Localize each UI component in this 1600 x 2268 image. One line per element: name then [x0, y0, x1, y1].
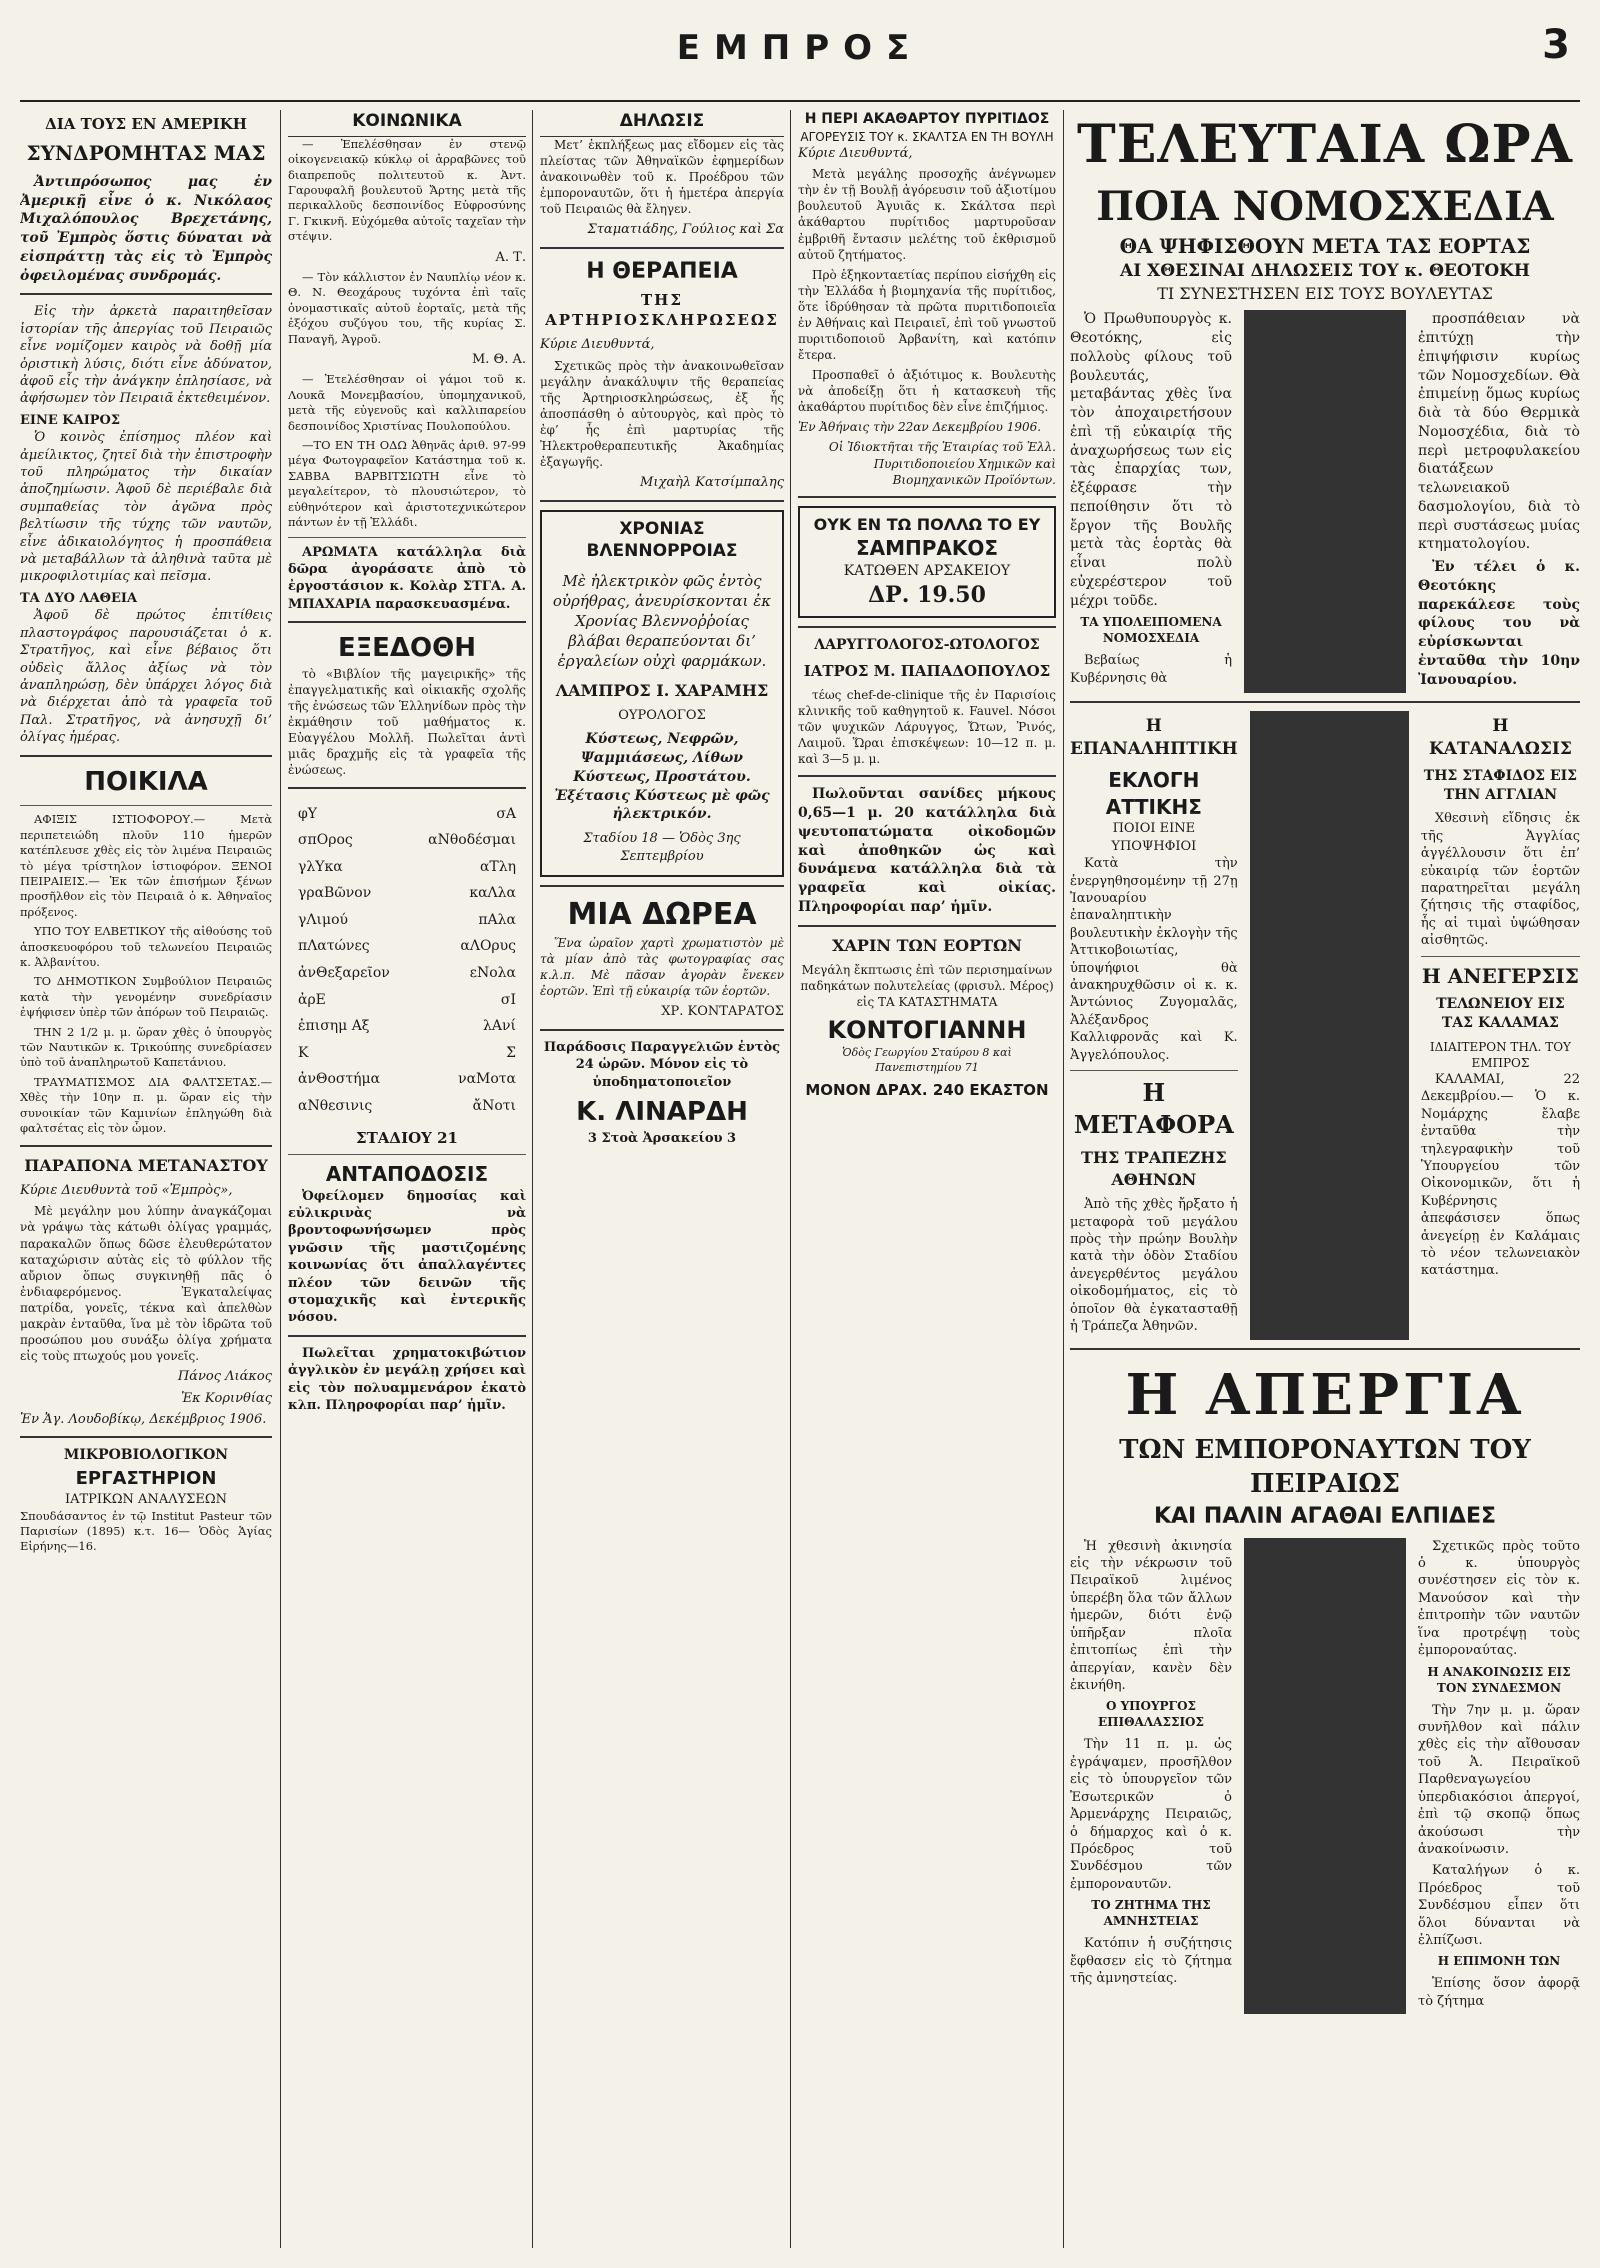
section-heading: ΠΟΙΚΙΛΑ	[84, 766, 208, 797]
article-subheadline: ΤΗΣ ΣΤΑΦΙΔΟΣ ΕΙΣ ΤΗΝ ΑΓΓΛΙΑΝ	[1423, 767, 1578, 803]
divider	[20, 805, 272, 806]
column-2	[288, 110, 526, 2248]
ad-heading: ΒΛΕΝΝΟΡΡΟΙΑΣ	[586, 541, 738, 562]
masthead	[20, 10, 1580, 102]
ad-text: Μεγάλη ἔκπτωσις ἐπὶ τῶν περισημαίνων παδηκάτων πολυτελείας (φρισυλ. Μέρος) εἰς ΤΑ ΚΑΤΑΣΤΗΜΑΤΑ	[800, 963, 1054, 1010]
article-text: Τὴν 11 π. μ. ὡς ἐγράψαμεν, προσῆλθον εἰς τὸ ὑπουργεῖον τῶν Ἐσωτερικῶν ὁ Ἀρμενάρχης Πειραιῶς, ὁ δήμαρχος καὶ ὁ κ. Πρόεδρος τοῦ Συνδέσμου τῶν ἐμποροναυτῶν.	[1070, 1737, 1232, 1892]
section-heading: ΕΞΕΔΟΘΗ	[337, 633, 477, 664]
acrostic-left-word: ἀρΕ	[298, 991, 326, 1008]
doctor-ad	[540, 510, 784, 877]
acrostic-right-word: ἄΝοτι	[472, 1098, 516, 1115]
acrostic-right-word: Σ	[506, 1044, 516, 1061]
divider	[288, 621, 526, 623]
lead-text: Ὁ Πρωθυπουργὸς κ. Θεοτόκης, εἰς πολλοὺς φίλους τοῦ βουλευτάς, μεταβάντας χθὲς ἵνα τὸν ἀποχαιρετήσουν ἐπὶ τῇ εὐκαιρίᾳ τῆς ἀναχωρήσεως των εἰς τὰς ἐπαρχίας των, ἐξέφρασε τὴν πεποίθησιν ὅτι τὸ ἔργον τῆς Βουλῆς μετὰ τὰς ἑορτὰς θὰ εἶναι πολὺ εὐχερέστερον τοῦ μέχρι τοῦδε.	[1070, 311, 1232, 609]
ad-heading: ΕΡΓΑΣΤΗΡΙΟΝ	[75, 1468, 217, 1490]
side-heading: ΕΙΝΕ ΚΑΙΡΟΣ	[20, 412, 121, 428]
article-text: Ἡ χθεσινὴ ἀκινησία εἰς τὴν νέκρωσιν τοῦ Πειραϊκοῦ λιμένος ὑπερέβη ὅλα τῶν ἄλλων ἡμερῶν, διότι ἐνῷ ὑπῆρξαν πλοῖα ἐπιτοπίως ἐπὶ τὴν ἀπεργίαν, κανὲν δὲν ἐκινήθη.	[1070, 1538, 1232, 1693]
statement-signature: Σταματιάδης, Γούλιος καὶ Σα	[587, 222, 784, 238]
ad-heading: Κ. ΛΙΝΑΡΔΗ	[576, 1097, 748, 1128]
acrostic-line	[298, 1013, 516, 1040]
ad-price: ΔΡ. 19.50	[868, 581, 986, 608]
article-text: ΚΑΛΑΜΑΙ, 22 Δεκεμβρίου.— Ὁ κ. Νομάρχης ἔλαβε ἐνταῦθα τὴν τηλεγραφικὴν τοῦ Ὑπουργείου τῶν Οἰκονομικῶν, ὅτι ἡ Κυβέρνησις ἀπεφάσισεν ὅπως ἀνεγείρῃ ἐν Καλάμαις τὸ νέον τελωνειακὸν κατάστημα.	[1420, 1072, 1580, 1279]
news-item: ΤΗΝ 2 1/2 μ. μ. ὥραν χθὲς ὁ ὑπουργὸς τῶν Ναυτικῶν κ. Τρικούπης συνεδρίασεν ὑπὸ τοῦ ἀναπληρωτοῦ Καπετάνιου.	[20, 1024, 272, 1070]
ad-signature: ΧΡ. ΚΟΝΤΑΡΑΤΟΣ	[661, 1004, 784, 1020]
lead-text: Ἐν τέλει ὁ κ. Θεοτόκης παρεκάλεσε τοὺς φίλους του νὰ εὐρίσκωνται ἐνταῦθα τὴν 10ην Ἰανουαρίου.	[1418, 559, 1580, 688]
ad-heading: ΣΑΜΠΡΑΚΟΣ	[855, 536, 999, 561]
column-rule	[532, 110, 533, 2248]
article-headline: ΔΙΑ ΤΟΥΣ ΕΝ ΑΜΕΡΙΚΗ	[45, 115, 247, 133]
acrostic-line	[298, 880, 516, 907]
ad-text: Μὲ ἠλεκτρικὸν φῶς ἐντὸς οὐρήθρας, ἀνευρίσκονται ἐκ Χρονίας Βλεννοῤῥοίας βλάβαι θεραπεύονται δι’ ἐργαλείων οὐχὶ φαρμάκων.	[552, 572, 772, 671]
article-subheadline: ΤΗΣ ΑΡΤΗΡΙΟΣΚΛΗΡΩΣΕΩΣ	[545, 291, 779, 330]
ad-address: 3 Στοὰ Ἀρσακείου 3	[587, 1130, 737, 1146]
letter-date: Ἐν Ἀγ. Λουδοβίκῳ, Δεκέμβριος 1906.	[20, 1411, 267, 1427]
article-headline: Η ΜΕΤΑΦΟΡΑ	[1073, 1078, 1234, 1140]
divider	[288, 787, 526, 789]
ad-heading: ΜΙΑ ΔΩΡΕΑ	[567, 896, 757, 932]
letter-signature: Μιχαὴλ Κατσίμπαλης	[640, 475, 784, 491]
article-headline: ΣΥΝΔΡΟΜΗΤΑΣ ΜΑΣ	[26, 141, 266, 166]
article-text: Χθεσινὴ εἴδησις ἐκ τῆς Ἀγγλίας ἀγγέλλουσιν ὅτι ἐπ’ εὐκαιρίᾳ τῶν ἑορτῶν παρατηρεῖται μεγάλη ζήτησις τῆς σταφίδος, ἧς αἱ τιμαὶ ὑψώθησαν αἰσθητῶς.	[1420, 811, 1580, 949]
article-dateline: ΙΔΙΑΙΤΕΡΟΝ ΤΗΛ. ΤΟΥ ΕΜΠΡΟΣ	[1429, 1039, 1571, 1070]
sale-notice: Πωλεῖται χρηματοκιβώτιον ἀγγλικὸν ἐν μεγάλῃ χρήσει καὶ εἰς τὸν πολυαμμενάρον ἑκατὸ κλπ. Πληροφορίαι παρ’ ἡμῖν.	[288, 1345, 526, 1413]
article-subheadline: ΑΓΟΡΕΥΣΙΣ ΤΟΥ κ. ΣΚΑΛΤΣΑ ΕΝ ΤΗ ΒΟΥΛΗ	[800, 129, 1054, 144]
letter-signature: Οἱ Ἰδιοκτῆται τῆς Ἑταιρίας τοῦ Ἑλλ. Πυριτιδοποιείου Χημικῶν καὶ Βιομηχανικῶν Προϊόντων.	[828, 440, 1056, 487]
ad-text: Ἕνα ὡραῖον χαρτὶ χρωματιστὸν μὲ τὰ μίαν ἀπὸ τὰς φωτογραφίας σας κ.λ.π. Μὲ πᾶσαν ἀγορὰν ἔνεκεν ἐορτῶν. Ἐπὶ τῇ εὐκαιρίᾳ τῶν ἑορτῶν.	[540, 936, 784, 999]
sub-heading: ΤΟ ΖΗΤΗΜΑ ΤΗΣ ΑΜΝΗΣΤΕΙΑΣ	[1091, 1898, 1211, 1929]
article-headline: Η ΚΑΤΑΝΑΛΩΣΙΣ	[1429, 716, 1572, 760]
acrostic-right-word: εΝολα	[469, 965, 516, 982]
lead-headline: ΠΟΙΑ ΝΟΜΟΣΧΕΔΙΑ	[1096, 182, 1554, 230]
letter-body: Μετὰ μεγάλης προσοχῆς ἀνέγνωμεν τὴν ἐν τῇ Βουλῇ ἀγόρευσιν τοῦ ἀξιοτίμου βουλευτοῦ Ἀγυιᾶς κ. Σκάλτσα περὶ ἀκάθαρτου πυρίτιδος μαρτυροῦσαν ἐμβριθῆ ἔντασιν μελέτης τοῦ ἐκθρισμοῦ αὐτοῦ ζητήματος.	[798, 167, 1056, 262]
acrostic-left-word: ἀνΘεξαρεῖον	[298, 965, 390, 982]
social-item: — Τὸν κάλλιστον ἐν Ναυπλίῳ νέον κ. Θ. Ν. Θεοχάρους τυχόντα ἐπὶ ταῖς ὀνομαστικαῖς αὐτοῦ ἑορταῖς, μετὰ τῆς ἐξόχου συζύγου του, τῆς κυρίας Σ. Παναγῆ, Ἀγροῦ.	[288, 270, 526, 346]
acrostic-line	[298, 933, 516, 960]
doctor-name: ΛΑΜΠΡΟΣ Ι. ΧΑΡΑΜΗΣ	[555, 680, 769, 700]
divider	[288, 537, 526, 538]
letter-salutation: Κύριε Διευθυντά,	[798, 145, 913, 161]
column-4	[798, 110, 1056, 2248]
ad-price: ΜΟΝΟΝ ΔΡΑΧ. 240 ΕΚΑΣΤΟΝ	[805, 1080, 1049, 1099]
divider	[1070, 701, 1580, 703]
divider	[288, 1335, 526, 1337]
divider	[1070, 1348, 1580, 1350]
editorial-paragraph: Εἰς τὴν ἀρκετὰ παραιτηθεῖσαν ἱστορίαν τῆς ἀπεργίας τοῦ Πειραιῶς εἶνε νομίζομεν καιρὸς νὰ δοθῇ μία ὁριστικὴ λύσις, διότι εἶνε ἀδύνατον, ἀφοῦ εἶς τὴν ἀνάγκην ἐπλησίασε, νὰ ἀφήσωμεν τὸν Πειραιᾶ ἐκτεθειμένον.	[20, 304, 272, 407]
shop-ad	[798, 506, 1056, 618]
lead-subheadline: ΘΑ ΨΗΦΙΣΘΟΥΝ ΜΕΤΑ ΤΑΣ ΕΟΡΤΑΣ	[1119, 234, 1531, 259]
editorial-paragraph: Ἀφοῦ δὲ πρώτος ἐπιτίθεις πλαστογράφος παρουσιάζεται ὁ κ. Στρατῆγος, καὶ εἶνε βέβαιος ὅτι οὐδεὶς ἄλλος ἀξίως νὰ τὸν ἀναπληρώσῃ, δὲν ὑπάρχει λόγος διὰ νὰ διέρχεται ἀπὸ τὰ γραφεῖα τοῦ Παλ. Στρατῆγος, νὰ ἀνησυχῇ δι’ ὀλίγας ἡμέρας.	[20, 608, 272, 746]
news-item: ΤΡΑΥΜΑΤΙΣΜΟΣ ΔΙΑ ΦΑΛΤΣΕΤΑΣ.— Χθὲς τὴν 10ην π. μ. ὥραν εἰς τὴν συνοικίαν τῶν Καμινίων ἐπληγώθη διὰ φαλτσέτας εἰς τὸν ὦμον.	[20, 1074, 272, 1136]
acrostic-line	[298, 1040, 516, 1067]
acrostic-left-word: γΛιμού	[298, 911, 349, 928]
lead-text: προσπάθειαν νὰ ἐπιτύχῃ τὴν ἐπιψήφισιν κυρίως τῶν Νομοσχεδίων. Θὰ ἐπιμείνῃ ὅμως κυρίως διὰ τὰ δύο Θερμικὰ Νομοσχέδια, διὰ τὸ περὶ μετροφυλακείου διατάξεων τελωνειακοῦ δασμολογίου, διὰ τὸ περὶ συστάσεως μυίας κτηματολογίου.	[1418, 311, 1580, 553]
ad-heading: ΙΑΤΡΙΚΩΝ ΑΝΑΛΥΣΕΩΝ	[64, 1492, 228, 1508]
ad-heading: ΛΑΡΥΓΓΟΛΟΓΟΣ-ΩΤΟΛΟΓΟΣ	[814, 637, 1040, 654]
article-headline: Η ΕΠΑΝΑΛΗΠΤΙΚΗ	[1070, 716, 1238, 760]
page-number: 3	[1542, 22, 1570, 68]
book-notice: τὸ «Βιβλίον τῆς μαγειρικῆς» τῆς ἐπαγγελματικῆς καὶ οἰκιακῆς σχολῆς τῆς ἐνώσεως τῶν Ἑλληνίδων πρὸς τὴν ἐκμάθησιν τοῦ μαθήματος κ. Εὐαγγέλου Μολλῆ. Πωλεῖται ἀντὶ μιᾶς δραχμῆς εἰς τὰ γραφεῖα τῆς ἐνώσεως.	[288, 666, 526, 778]
news-item: ΑΦΙΞΙΣ ΙΣΤΙΟΦΟΡΟΥ.— Μετὰ περιπετειώδη πλοῦν 110 ἡμερῶν κατέπλευσε χθὲς εἰς τὸν λιμένα Πειραιῶς τὸ μέγα τρίστηλον ἱστιοφόρον. ΞΕΝΟΙ ΠΕΙΡΑΙΕΙΣ.— Ἐκ τῶν ἐπισήμων ξένων προσῆλθον εἰς τὸν Πειραιᾶ ὁ κ. Ἀθηναῖος πρόξενος.	[20, 812, 272, 919]
perfume-ad: ΑΡΩΜΑΤΑ κατάλληλα διὰ δῶρα ἀγοράσατε ἀπὸ τὸ ἐργοστάσιον κ. Κολὰρ ΣΤΓΑ. Α. ΜΠΑΧΑΡΙΑ παρασκευασμένα.	[288, 544, 526, 612]
divider	[798, 925, 1056, 927]
divider	[1070, 1070, 1238, 1071]
letter-date: Ἐν Ἀθήναις τὴν 22αν Δεκεμβρίου 1906.	[798, 420, 1042, 435]
social-signature: Μ. Θ. Α.	[471, 352, 526, 368]
acrostic-left-word: ἀνΘοστήμα	[298, 1071, 381, 1088]
news-item: ΥΠΟ ΤΟΥ ΕΛΒΕΤΙΚΟΥ τῆς αἰθούσης τοῦ ἀποσκευοφόρου τοῦ τελωνείου Πειραιῶς κ. Ἀλβανίτου.	[20, 924, 272, 970]
ad-address: ΣΤΑΔΙΟΥ 21	[356, 1128, 458, 1147]
ad-heading: ΧΡΟΝΙΑΣ	[619, 518, 705, 539]
acrostic-line	[298, 960, 516, 987]
acrostic-line	[298, 801, 516, 828]
column-rule	[280, 110, 281, 2248]
column-rule	[790, 110, 791, 2248]
divider	[540, 500, 784, 502]
ad-text: Κύστεως, Νεφρῶν, Ψαμμιάσεως, Λίθων Κύστεως, Προστάτου. Ἐξέτασις Κύστεως μὲ φῶς ἠλεκτρικόν.	[554, 731, 770, 823]
ad-text: ΚΑΤΩΘΕΝ ΑΡΣΑΚΕΙΟΥ	[843, 562, 1011, 579]
acrostic-ad	[288, 797, 526, 1124]
divider	[1421, 956, 1580, 957]
letter-body: Πρὸ ἑξηκονταετίας περίπου εἰσήχθη εἰς τὴν Ἑλλάδα ἡ βιομηχανία τῆς πυρίτιδος, ὅτε ἱδρύθησαν τὰ πρῶτα πυριτιδοποιεῖα ἐν Ἀθήναις καὶ Πειραιεῖ, ἐπὶ τοῦ γνωστοῦ πυριτιδοποιοῦ Ἀρβανίτη, καὶ κατόπιν ἔτερα.	[798, 267, 1056, 363]
lead-subheadline: ΑΙ ΧΘΕΣΙΝΑΙ ΔΗΛΩΣΕΙΣ ΤΟΥ κ. ΘΕΟΤΟΚΗ	[1120, 261, 1530, 282]
sale-notice: Πωλοῦνται σανίδες μήκους 0,65—1 μ. 20 κατάλληλα διὰ ψευτοπατώματα οἰκοδομῶν καὶ ἀποθηκῶν ὡς καὶ δυνάμενα κατάλληλα διὰ τὰ γραφεῖα καὶ οἰκίας. Πληροφορίαι παρ’ ἡμῖν.	[798, 786, 1056, 915]
testimonial-text: Ὀφείλομεν δημοσίας καὶ εὐλικρινὰς νὰ βροντοφωνήσωμεν πρὸς γνῶσιν τῆς μαστιζομένης κοινωνίας ὅτι ἀπαλλαγέντες πλέον τῶν δεινῶν τῆς στομαχικῆς καὶ ἐντερικῆς νόσου.	[288, 1188, 526, 1326]
divider	[540, 1029, 784, 1031]
divider	[20, 1436, 272, 1438]
letter-place: Ἐκ Κορινθίας	[181, 1390, 272, 1406]
ad-text: τέως chef-de-clinique τῆς ἐν Παρισίοις κλινικῆς τοῦ καθηγητοῦ κ. Fauvel. Νόσοι τῶν ψυχικῶν Λάρυγγος, Ὤτων, Ῥινός, Λαιμοῦ. Ὥραι ἐπισκέψεων: 10—12 π. μ. καὶ 3—5 μ. μ.	[798, 688, 1056, 767]
column-5	[1070, 110, 1580, 2248]
letter-salutation: Κύριε Διευθυντά,	[540, 337, 655, 353]
letter-body: Προσπαθεῖ ὁ ἀξιότιμος κ. Βουλευτὴς νὰ ἀποδείξῃ ὅτι ἡ κατασκευὴ τῆς ἀκαθάρτου πυρίτιδος δὲν εἶνε ἐπιζήμιος.	[798, 368, 1056, 415]
acrostic-right-word: σΑ	[496, 805, 516, 822]
article-headline: ΠΑΡΑΠΟΝΑ ΜΕΤΑΝΑΣΤΟΥ	[24, 1155, 268, 1175]
article-subheadline: ΠΟΙΟΙ ΕΙΝΕ ΥΠΟΨΗΦΙΟΙ	[1111, 821, 1197, 854]
article-text: Τὴν 7ην μ. μ. ὥραν συνῆλθον καὶ πάλιν χθὲς εἰς τὴν αἴθουσαν τοῦ Ἀ. Πειραϊκοῦ Παρθεναγωγείου ὑπερδιακόσιοι ἀπεργοί, ἐπὶ τῷ σκοπῷ ὅπως ἀκούσωσι τὴν ἀνακοίνωσιν.	[1418, 1702, 1580, 1857]
divider	[540, 885, 784, 887]
divider	[20, 293, 272, 295]
article-subheadline: ΤΗΣ ΤΡΑΠΕΖΗΣ ΑΘΗΝΩΝ	[1081, 1148, 1227, 1189]
article-headline: Η ΠΕΡΙ ΑΚΑΘΑΡΤΟΥ ΠΥΡΙΤΙΔΟΣ	[804, 111, 1050, 127]
divider	[288, 1154, 526, 1155]
acrostic-line	[298, 827, 516, 854]
article-text: Κατόπιν ἡ συζήτησις ἔφθασεν εἰς τὸ ζήτημα τῆς ἀμνηστείας.	[1070, 1936, 1232, 1987]
sub-heading: Η ΑΝΑΚΟΙΝΩΣΙΣ ΕΙΣ ΤΟΝ ΣΥΝΔΕΣΜΟΝ	[1427, 1664, 1571, 1695]
section-banner: ΤΕΛΕΥΤΑΙΑ ΩΡΑ	[1077, 114, 1573, 175]
ad-heading: ΜΙΚΡΟΒΙΟΛΟΓΙΚΟΝ	[63, 1447, 229, 1464]
ad-address: Ὁδὸς Γεωργίου Σταύρου 8 καὶ Πανεπιστημίου 71	[842, 1046, 1012, 1075]
section-heading: ΔΗΛΩΣΙΣ	[540, 110, 784, 137]
ad-heading: ΚΟΝΤΟΓΙΑΝΝΗ	[827, 1016, 1027, 1045]
editorial-paragraph: Ὁ κοινὸς ἐπίσημος πλέον καὶ ἀμείλικτος, ζητεῖ διὰ τὴν ἐπιστροφὴν τοῦ πληρώματος τὴν δικαίαν ἀποζημίωσιν. Ἀφοῦ δὲ περιέβαλε διὰ συμπαθείας τὸν ἀγῶνα πρὸς βελτίωσιν τῆς τύχης τῶν ναυτῶν, εἶνε ἀδικαιολόγητος ἡ προσπάθεια νὰ μεταβάλλων τὰ ἀληθινὰ ταῦτα μὲ μικροφιλοτιμίας καὶ πεῖσμα.	[20, 430, 272, 585]
column-rule	[1063, 110, 1064, 2248]
acrostic-left-word: γραΒῶνον	[298, 885, 372, 902]
article-text: Ἐπίσης ὅσον ἀφορᾷ τὸ ζήτημα	[1418, 1976, 1580, 2009]
divider	[20, 755, 272, 757]
strike-subheadline: ΤΩΝ ΕΜΠΟΡΟΝΑΥΤΩΝ ΤΟΥ ΠΕΙΡΑΙΩΣ	[1119, 1434, 1531, 1500]
article-headline: Η ΘΕΡΑΠΕΙΑ	[586, 258, 738, 284]
ad-heading: ΟΥΚ ΕΝ ΤΩ ΠΟΛΛΩ ΤΟ ΕΥ	[813, 514, 1041, 534]
news-item: ΤΟ ΔΗΜΟΤΙΚΟΝ Συμβούλιον Πειραιῶς κατὰ τὴν γενομένην συνεδρίασιν ἐψήφισεν ὑπὲρ τῶν ἀπόρων τοῦ Πειραιῶς.	[20, 974, 272, 1020]
letter-body: Μὲ μεγάλην μου λύπην ἀναγκάζομαι νὰ γράψω τὰς κάτωθι ὀλίγας γραμμάς, παρακαλῶν ὅπως δῶσε ἐλευθερώτατον καταχώρισιν αὐτὰς εἰς τὸ φύλλον τῆς αὔριον ὅπως συγκινηθῇ πᾶς ὁ ἐνδιαφερόμενος. Ἐγκαταλείψας πατρίδα, γονεῖς, τέκνα καὶ ἀπελθὼν μακρὰν ἐνταῦθα, ἵνα μὲ τὸν ἱδρῶτα τοῦ προσώπου μου συνάξω ὀλίγα χρήματα εἰς τοὺς πτωχούς μου γονεῖς.	[20, 1204, 272, 1364]
section-heading: ΑΝΤΑΠΟΔΟΣΙΣ	[325, 1161, 489, 1186]
letter-salutation: Κύριε Διευθυντὰ τοῦ «Ἐμπρὸς»,	[20, 1182, 233, 1198]
lead-text: Βεβαίως ἡ Κυβέρνησις θὰ	[1070, 653, 1232, 686]
ad-text: Παράδοσις Παραγγελιῶν ἐντὸς 24 ὡρῶν. Μόνον εἰς τὸ ὑποδηματοποιεῖον	[543, 1039, 781, 1090]
acrostic-right-word: σΙ	[500, 991, 516, 1008]
acrostic-right-word: αΛΟρυς	[460, 938, 516, 955]
acrostic-right-word: λΑνί	[483, 1018, 516, 1035]
social-item: — Ἐπελέσθησαν ἐν στενῷ οἰκογενειακῷ κύκλῳ οἱ ἀρραβῶνες τοῦ διαπρεποῦς πολιτευτοῦ κ. Ἀντ. Γαρουφαλῆ βουλευτοῦ Ἄρτης μετὰ τῆς περικαλλοῦς δεσποινίδος Εὐφροσύνης Γ. Γκικνῆ. Εὐχόμεθα αὐτοῖς ταχεῖαν τὴν στέψιν.	[288, 136, 526, 244]
section-heading: ΚΟΙΝΩΝΙΚΑ	[288, 110, 526, 137]
social-item: —ΤΟ ΕΝ ΤΗ ΟΔΩ Ἀθηνᾶς ἀριθ. 97-99 μέγα Φωτογραφεῖον Κατάστημα τοῦ κ. ΣΑΒΒΑ ΒΑΡΒΙΤΣΙΩΤΗ εἶνε τὸ μεγαλείτερον, τὸ πλουσιώτερον, τὸ εὐθηνότερον καὶ ἀριστοτεχνικώτερον πάντων ἐν τῇ Ἑλλάδι.	[288, 438, 526, 530]
subscriber-notice: Ἀντιπρόσωπος μας ἐν Ἀμερικῇ εἶνε ὁ κ. Νικόλαος Μιχαλόπουλος Βρεχετάνης, τοῦ Ἐμπρὸς ὅστις δύναται νὰ εἰσπράττῃ τὰς εἰς τὸ Ἐμπρὸς ὀφειλομένας συνδρομάς.	[20, 173, 272, 284]
acrostic-left-word: αΝθεσινις	[298, 1098, 373, 1115]
social-signature: Α. Τ.	[495, 249, 526, 265]
sub-heading: Ο ΥΠΟΥΡΓΟΣ ΕΠΙΘΑΛΑΣΣΙΟΣ	[1098, 1699, 1204, 1730]
acrostic-right-word: αΝθοδέσμαι	[428, 832, 516, 849]
column-1	[20, 110, 272, 2248]
statement-text: Μετ’ ἐκπλήξεως μας εἴδομεν εἰς τὰς πλείστας τῶν Ἀθηναϊκῶν ἐφημερίδων ἀνακοινωθὲν τοῦ κ. Προέδρου τῶν ἐμποροναυτῶν, ὅτι ἡ ἡμετέρα ἀπεργία τοῦ Πειραιῶς θὰ ἔληγεν.	[540, 137, 784, 217]
article-subheadline: ΤΕΛΩΝΕΙΟΥ ΕΙΣ ΤΑΣ ΚΑΛΑΜΑΣ	[1436, 996, 1565, 1032]
acrostic-right-word: καΛλα	[469, 885, 516, 902]
lead-subheadline: ΤΙ ΣΥΝΕΣΤΗΣΕΝ ΕΙΣ ΤΟΥΣ ΒΟΥΛΕΥΤΑΣ	[1157, 283, 1493, 303]
doctor-name: ΙΑΤΡΟΣ Μ. ΠΑΠΑΔΟΠΟΥΛΟΣ	[803, 661, 1051, 680]
acrostic-left-word: Κ	[298, 1044, 309, 1061]
article-text: Ἀπὸ τῆς χθὲς ἤρξατο ἡ μεταφορὰ τοῦ μεγάλου πρὸς τὴν πρώην Βουλὴν κατὰ τὴν ὁδὸν Σταδίου ἀνεγερθέντος μεγάλου οἰκοδομήματος, εἰς τὸ ὁποῖον θὰ ἐγκατασταθῇ ἡ Τράπεζα Ἀθηνῶν.	[1070, 1197, 1238, 1335]
acrostic-left-word: πΛατώνες	[298, 938, 370, 955]
strike-subheadline: ΚΑΙ ΠΑΛΙΝ ΑΓΑΘΑΙ ΕΛΠΙΔΕΣ	[1153, 1504, 1497, 1530]
divider	[540, 247, 784, 249]
doctor-specialty: ΟΥΡΟΛΟΓΟΣ	[618, 708, 706, 724]
divider	[798, 496, 1056, 498]
acrostic-line	[298, 907, 516, 934]
acrostic-line	[298, 1066, 516, 1093]
acrostic-right-word: αΤλη	[479, 858, 516, 875]
sub-heading: Η ΕΠΙΜΟΝΗ ΤΩΝ	[1437, 1954, 1561, 1969]
divider	[798, 775, 1056, 777]
letter-signature: Πάνος Λιάκος	[177, 1369, 272, 1385]
acrostic-line	[298, 854, 516, 881]
acrostic-right-word: πΑλα	[478, 911, 516, 928]
ad-heading: ΧΑΡΙΝ ΤΩΝ ΕΟΡΤΩΝ	[832, 935, 1022, 955]
newspaper-page	[20, 10, 1580, 2258]
ad-text: Σπουδάσαντος ἐν τῷ Institut Pasteur τῶν Παρισίων (1895) κ.τ. 16— Ὁδὸς Ἁγίας Εἰρήνης—16.	[20, 1508, 272, 1554]
acrostic-right-word: ναΜοτα	[458, 1071, 516, 1088]
column-3	[540, 110, 784, 2248]
divider	[798, 626, 1056, 628]
acrostic-left-word: ἐπισημ Αξ	[298, 1018, 370, 1035]
letter-body: Σχετικῶς πρὸς τὴν ἀνακοινωθεῖσαν μεγάλην ἀνακάλυψιν τῆς θεραπείας τῆς Ἀρτηριοσκληρώσεως, ἐξ ἧς ἀποσπάσθη ὁ αὐτουργὸς, καὶ πρὸς τὸ ἐφ’ ἧς ἐπὶ μαρτυρίας τῆς Ἠλεκτροθεραπευτικῆς Ἀκαδημίας ἐξαγωγῆς.	[540, 358, 784, 470]
acrostic-left-word: σπΟρος	[298, 832, 353, 849]
side-heading: ΤΑ ΔΥΟ ΛΑΘΕΙΑ	[20, 590, 138, 606]
acrostic-line	[298, 987, 516, 1014]
article-text: Σχετικῶς πρὸς τοῦτο ὁ κ. ὑπουργὸς συνέστησεν εἰς τὸν κ. Μανούσον καὶ τὴν ἐπιτροπὴν τῶν ναυτῶν ἵνα προτρέψῃ τοὺς ἐμποροναύτας.	[1418, 1538, 1580, 1659]
acrostic-left-word: γλΥκα	[298, 858, 343, 875]
doctor-address: Σταδίου 18 — Ὁδὸς 3ης Σεπτεμβρίου	[583, 831, 741, 864]
divider	[20, 1145, 272, 1147]
article-text: Κατὰ τὴν ἐνεργηθησομένην τῇ 27ῃ Ἰανουαρίου ἐπαναληπτικὴν βουλευτικὴν ἐκλογὴν τῆς Ἀττικοβοιωτίας, ὑποψήφιοι θὰ ἀνακηρυχθῶσιν οἱ κ. κ. Ἀντώνιος Ζυγομαλᾶς, Ἀλέξανδρος Καλλιφρονᾶς καὶ Κ. Ἀγγελόπουλος.	[1070, 856, 1238, 1063]
article-text: Καταλήγων ὁ κ. Πρόεδρος τοῦ Συνδέσμου εἶπεν ὅτι ὅλοι δύνανται νὰ ἐλπίζωσι.	[1418, 1863, 1580, 1948]
newspaper-title: ΕΜΠΡΟΣ	[676, 28, 924, 68]
sub-heading: ΤΑ ΥΠΟΛΕΙΠΟΜΕΝΑ ΝΟΜΟΣΧΕΔΙΑ	[1080, 615, 1222, 646]
social-item: — Ἐτελέσθησαν οἱ γάμοι τοῦ κ. Λουκᾶ Μονεμβασίου, ὑπομηχανικοῦ, μετὰ τῆς εὐγενοῦς καὶ καλλιπαρείου δεσποινίδος Χριστίνας Πουλοπούλου.	[288, 372, 526, 433]
acrostic-left-word: φΥ	[298, 805, 318, 822]
strike-headline: Η ΑΠΕΡΓΙΑ	[1125, 1361, 1525, 1428]
article-headline: ΕΚΛΟΓΗ ΑΤΤΙΚΗΣ	[1105, 767, 1202, 819]
article-headline: Η ΑΝΕΓΕΡΣΙΣ	[1421, 963, 1579, 988]
acrostic-line	[298, 1093, 516, 1120]
